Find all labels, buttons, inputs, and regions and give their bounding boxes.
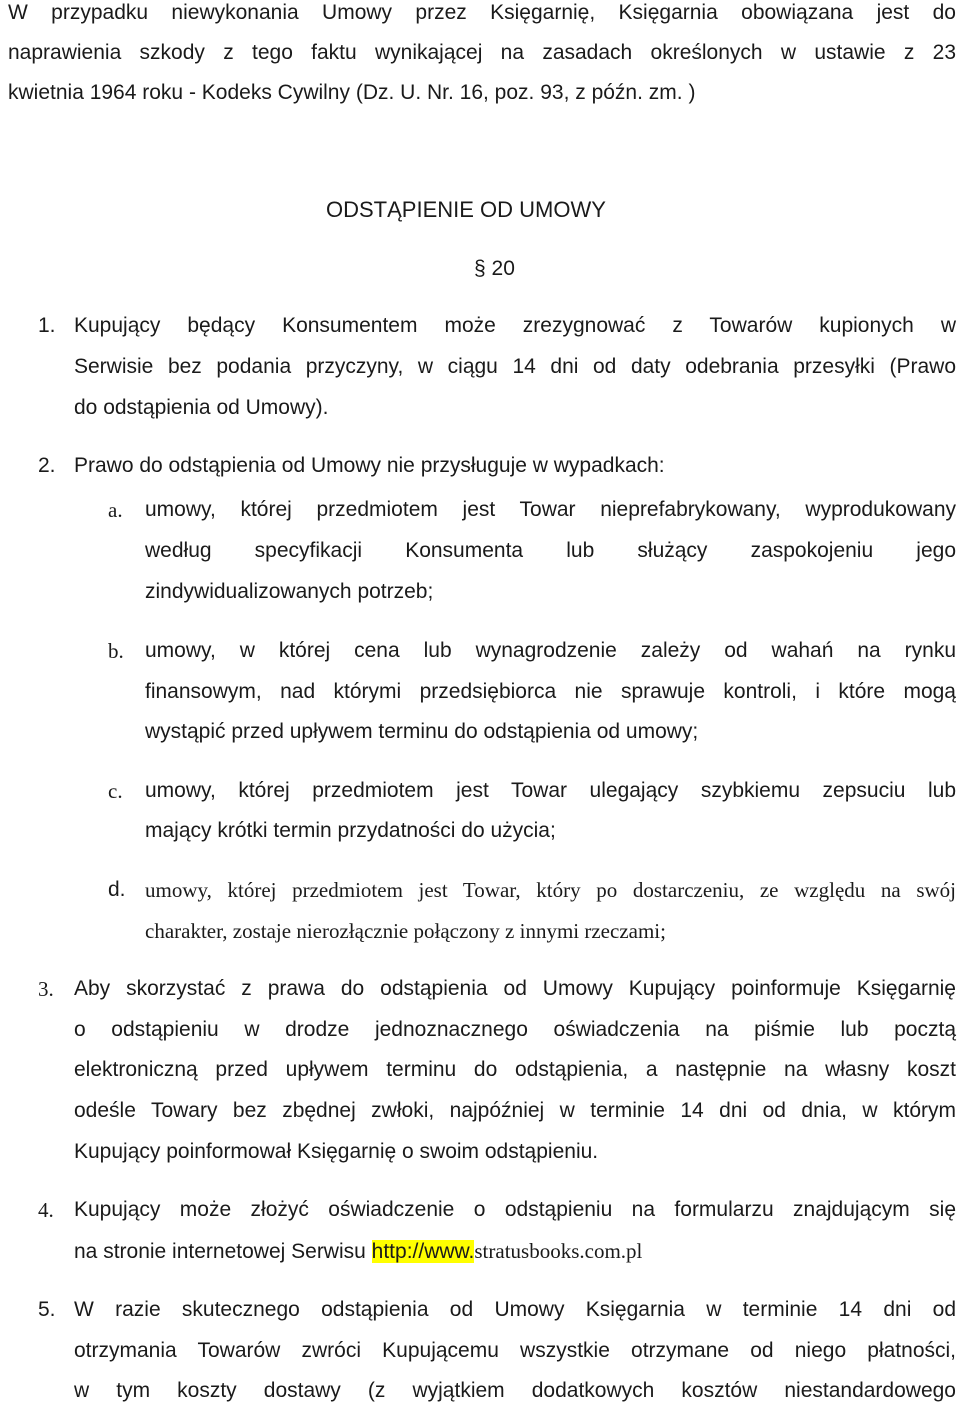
item-line: W razie skutecznego odstąpienia od Umowy Księgarnia w terminie 14 dni od — [74, 1298, 956, 1321]
subitem-line: finansowym, nad którymi przedsiębiorca nie sprawuje kontroli, i które mogą — [145, 680, 956, 703]
subitem-line: zindywidualizowanych potrzeb; — [145, 580, 434, 603]
item-line: elektroniczną przed upływem terminu do odstąpienia, a następnie na własny koszt — [74, 1058, 956, 1081]
item-number: 5. — [38, 1298, 56, 1321]
item-line: Aby skorzystać z prawa do odstąpienia od Umowy Kupujący poinformuje Księgarnię — [74, 977, 956, 1000]
item-line-text: na stronie internetowej Serwisu — [74, 1240, 366, 1263]
website-link-domain[interactable]: stratusbooks.com.pl — [474, 1239, 643, 1263]
subitem-line: umowy, której przedmiotem jest Towar ulegający szybkiemu zepsuciu lub — [145, 779, 956, 802]
item-line — [74, 1231, 956, 1271]
intro-line: naprawienia szkody z tego faktu wynikającej na zasadach określonych w ustawie z 23 — [8, 41, 956, 64]
intro-line: W przypadku niewykonania Umowy przez Księgarnię, Księgarnia obowiązana jest do — [8, 1, 956, 24]
item-line: Prawo do odstąpienia od Umowy nie przysługuje w wypadkach: — [74, 454, 665, 477]
section-title: ODSTĄPIENIE OD UMOWY — [326, 197, 606, 222]
item-line: Kupujący będący Konsumentem może zrezygnować z Towarów kupionych w — [74, 314, 956, 337]
subitem-line: według specyfikacji Konsumenta lub służący zaspokojeniu jego — [145, 539, 956, 562]
item-number: 3. — [38, 977, 54, 1001]
subitem-line: charakter, zostaje nierozłącznie połączony z innymi rzeczami; — [145, 919, 666, 943]
item-line: Kupujący poinformował Księgarnię o swoim odstąpieniu. — [74, 1140, 599, 1163]
item-line: do odstąpienia od Umowy). — [74, 396, 329, 419]
subitem-letter: c. — [108, 779, 123, 803]
subitem-line: umowy, w której cena lub wynagrodzenie zależy od wahań na rynku — [145, 639, 956, 662]
item-line: otrzymania Towarów zwróci Kupującemu wszystkie otrzymane od niego płatności, — [74, 1339, 956, 1362]
section-paragraph-number: § 20 — [474, 257, 515, 280]
item-line: Serwisie bez podania przyczyny, w ciągu 14 dni od daty odebrania przesyłki (Prawo — [74, 355, 956, 378]
subitem-letter: d. — [108, 878, 126, 901]
website-link-prefix[interactable]: http://www. — [371, 1240, 475, 1263]
website-link[interactable] — [372, 1240, 643, 1263]
item-number: 2. — [38, 454, 56, 477]
item-line: odeśle Towary bez zbędnej zwłoki, najpóźniej w terminie 14 dni od dnia, w którym — [74, 1099, 956, 1122]
subitem-line: mający krótki termin przydatności do użycia; — [145, 819, 556, 842]
subitem-line: wystąpić przed upływem terminu do odstąpienia od umowy; — [145, 720, 699, 743]
item-line: o odstąpieniu w drodze jednoznacznego oświadczenia na piśmie lub pocztą — [74, 1018, 956, 1041]
item-line: w tym koszty dostawy (z wyjątkiem dodatkowych kosztów niestandardowego — [74, 1379, 956, 1402]
subitem-letter: b. — [108, 639, 124, 663]
subitem-line: umowy, której przedmiotem jest Towar, który po dostarczeniu, ze względu na swój — [145, 878, 956, 902]
item-number: 1. — [38, 314, 56, 337]
item-line: Kupujący może złożyć oświadczenie o odstąpieniu na formularzu znajdującym się — [74, 1198, 956, 1221]
subitem-line: umowy, której przedmiotem jest Towar nieprefabrykowany, wyprodukowany — [145, 498, 956, 521]
item-number: 4. — [38, 1198, 54, 1222]
subitem-letter: a. — [108, 498, 123, 522]
intro-line: kwietnia 1964 roku - Kodeks Cywilny (Dz. U. Nr. 16, poz. 93, z późn. zm. ) — [8, 81, 696, 104]
